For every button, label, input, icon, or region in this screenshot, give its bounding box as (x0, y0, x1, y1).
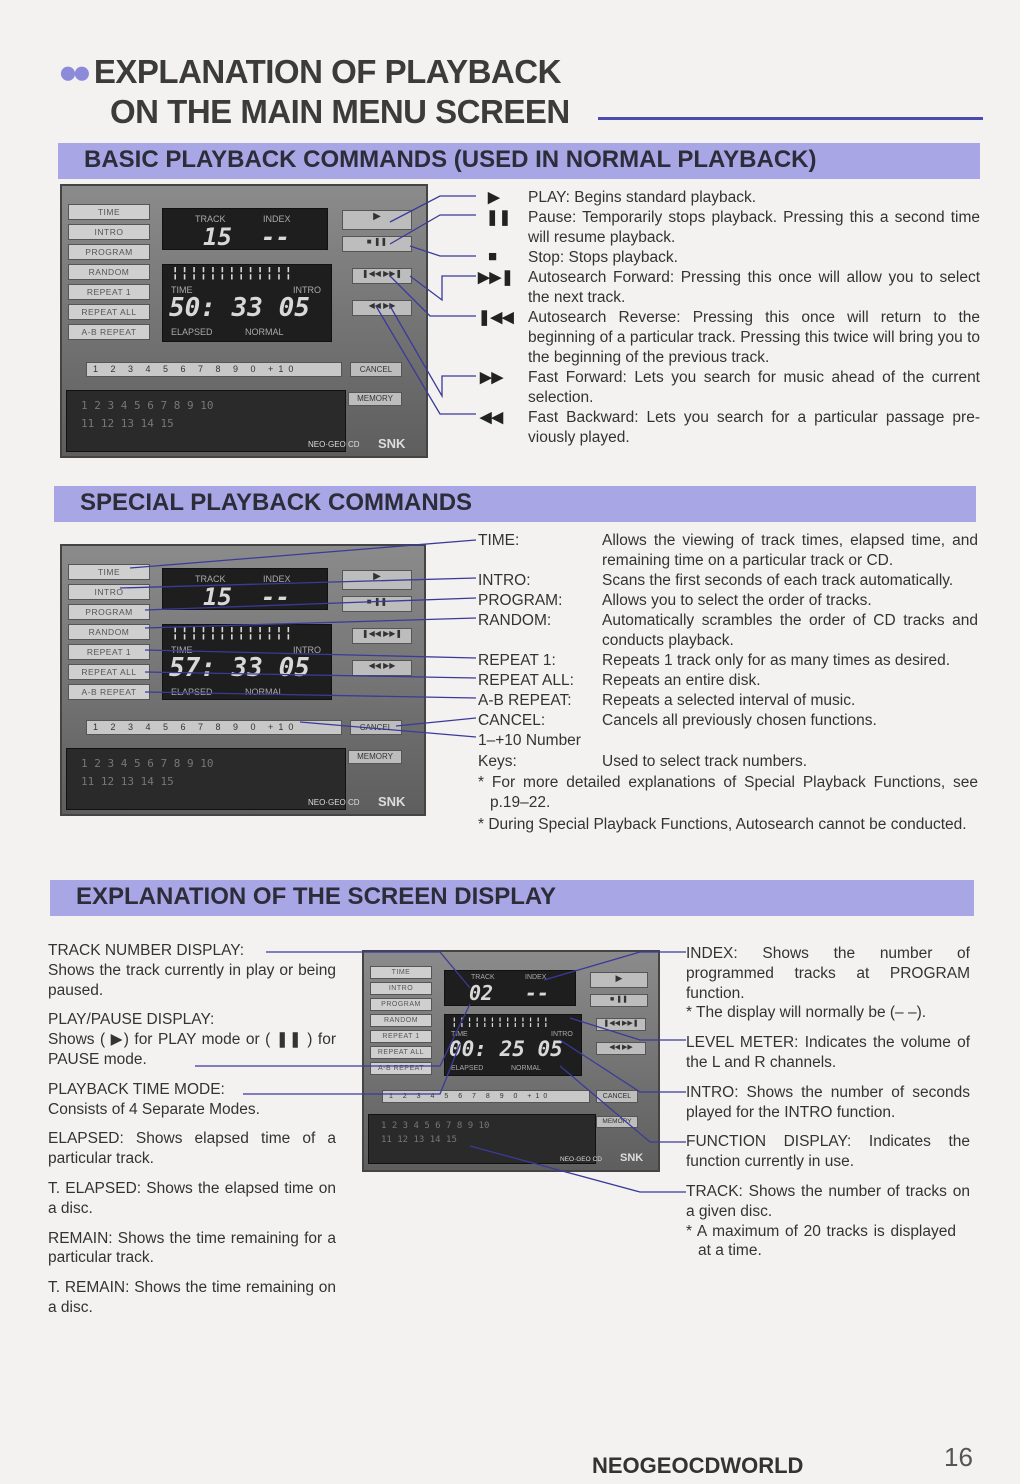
play-pause-display-title: PLAY/PAUSE DISPLAY: (48, 1011, 215, 1029)
play-icon: ▶ (488, 189, 500, 206)
title-bullets: ●● (58, 53, 86, 90)
stop-pause-button[interactable]: ■ ❚❚ (342, 596, 412, 612)
track-number: 15 (203, 583, 232, 611)
leader-line (145, 598, 476, 610)
number-keys[interactable]: 1 2 3 4 5 6 7 8 9 0 +10 (382, 1090, 590, 1103)
index-label: INDEX (263, 214, 291, 224)
special-text: Repeats an entire disk. (602, 672, 761, 689)
normal-label: NORMAL (511, 1065, 541, 1072)
special-text: Automatically scrambles the order of CD tracks and conducts playback. (602, 612, 978, 649)
intro-button[interactable]: INTRO (68, 584, 150, 600)
cancel-button[interactable]: CANCEL (596, 1090, 638, 1103)
repeat1-button[interactable]: REPEAT 1 (68, 284, 150, 300)
t-remain-text: T. REMAIN: Shows the time remaining on a disc. (48, 1279, 336, 1316)
program-button[interactable]: PROGRAM (68, 604, 150, 620)
time-label: TIME (171, 285, 193, 295)
elapsed-label: ELAPSED (171, 327, 213, 337)
index-number: -- (261, 583, 290, 611)
index-label: INDEX (263, 574, 291, 584)
special-label: PROGRAM: (478, 592, 563, 609)
level-meter: ¦¦¦¦¦¦¦¦¦¦¦¦¦ (171, 265, 294, 281)
special-text: Used to select track numbers. (602, 753, 808, 770)
leader-line (570, 1018, 686, 1040)
special-label: 1–+10 Number (478, 732, 581, 749)
basic-item-text: Fast Forward: Lets you search for music ahead of the current selection. (528, 369, 980, 406)
normal-label: NORMAL (245, 327, 284, 337)
leader-line (300, 722, 476, 737)
snk-logo: SNK (620, 1152, 644, 1164)
time-button[interactable]: TIME (68, 204, 150, 220)
t-elapsed-text: T. ELAPSED: Shows the elapsed time on a disc. (48, 1179, 336, 1217)
pause-icon: ❚❚ (486, 209, 512, 226)
track-text: TRACK: Shows the number of tracks on a given disc. (686, 1182, 970, 1220)
special-text: Allows you to select the order of tracks. (602, 592, 872, 609)
leader-line (390, 215, 476, 244)
cancel-button[interactable]: CANCEL (350, 362, 402, 377)
autosearch-buttons[interactable]: ❚◀◀ ▶▶❚ (352, 628, 412, 644)
time-readout: 00: 25 05 (449, 1037, 563, 1061)
normal-label: NORMAL (245, 687, 284, 697)
track-label: TRACK (195, 214, 226, 224)
autosearch-buttons[interactable]: ❚◀◀ ▶▶❚ (352, 268, 412, 284)
autosearch-buttons[interactable]: ❚◀◀ ▶▶❚ (596, 1018, 646, 1031)
track-label: TRACK (471, 974, 495, 981)
intro-label: INTRO (293, 645, 321, 655)
program-button[interactable]: PROGRAM (68, 244, 150, 260)
track-row-1: 1 2 3 4 5 6 7 8 9 10 (81, 399, 214, 412)
special-label: TIME: (478, 532, 520, 549)
level-meter: ¦¦¦¦¦¦¦¦¦¦¦¦¦ (451, 1015, 551, 1028)
title-line-2: ON THE MAIN MENU SCREEN (110, 93, 570, 130)
track-row-1: 1 2 3 4 5 6 7 8 9 10 (81, 757, 214, 770)
leader-line (145, 692, 476, 698)
special-text: Scans the first seconds of each track automatically. (602, 572, 954, 589)
autosearch-forward-icon: ▶▶❚ (478, 269, 514, 286)
special-label: CANCEL: (478, 712, 546, 729)
abrepeat-button[interactable]: A-B REPEAT (68, 324, 150, 340)
number-keys[interactable]: 1 2 3 4 5 6 7 8 9 0 +10 (86, 362, 342, 377)
time-button[interactable]: TIME (370, 966, 432, 979)
play-pause-display-text: Shows ( ▶) for PLAY mode or ( ❚❚ ) for PAUSE mode. (48, 1031, 336, 1068)
random-button[interactable]: RANDOM (370, 1014, 432, 1027)
memory-button[interactable]: MEMORY (348, 750, 402, 764)
snk-logo: SNK (378, 436, 406, 451)
special-note: * For more detailed explanations of Special Playback Functions, see p.19–22. (478, 774, 978, 811)
time-readout: 57: 33 05 (169, 653, 310, 683)
fast-search-buttons[interactable]: ◀◀ ▶▶ (352, 660, 412, 676)
repeatall-button[interactable]: REPEAT ALL (68, 304, 150, 320)
leader-line (390, 276, 476, 316)
leader-line (145, 650, 476, 658)
track-row-2: 11 12 13 14 15 (81, 775, 174, 788)
special-note: * During Special Playback Functions, Autosearch cannot be conducted. (478, 815, 967, 833)
intro-label: INTRO (293, 285, 321, 295)
play-button[interactable]: ▶ (342, 210, 412, 230)
repeat1-button[interactable]: REPEAT 1 (370, 1030, 432, 1043)
memory-button[interactable]: MEMORY (348, 392, 402, 406)
program-button[interactable]: PROGRAM (370, 998, 432, 1011)
special-label: REPEAT ALL: (478, 672, 574, 689)
brand-logo: NEO·GEO CD (308, 798, 360, 807)
leader-line (410, 246, 476, 256)
intro-text: INTRO: Shows the number of seconds played for the INTRO function. (686, 1083, 970, 1121)
abrepeat-button[interactable]: A-B REPEAT (370, 1062, 432, 1075)
page-number: 16 (944, 1442, 973, 1472)
leader-line (145, 672, 476, 678)
stop-pause-button[interactable]: ■ ❚❚ (590, 994, 648, 1007)
track-number-display-text: Shows the track currently in play or being paused. (48, 961, 336, 999)
leader-line (130, 540, 476, 568)
track-row-2: 11 12 13 14 15 (381, 1135, 457, 1145)
leader-line (120, 578, 476, 588)
basic-item-text: Stop: Stops playback. (528, 249, 678, 266)
leader-line (145, 618, 476, 628)
footer-site: NEOGEOCDWORLD (592, 1453, 804, 1478)
leader-line (560, 1066, 686, 1142)
leader-line (376, 306, 476, 414)
function-display-text: FUNCTION DISPLAY: Indicates the function currently in use. (686, 1133, 970, 1171)
fast-forward-icon: ▶▶ (480, 369, 504, 386)
leader-line (390, 196, 476, 222)
intro-button[interactable]: INTRO (370, 982, 432, 995)
stop-icon: ■ (488, 248, 498, 265)
fast-search-buttons[interactable]: ◀◀ ▶▶ (596, 1042, 646, 1055)
elapsed-label: ELAPSED (171, 687, 213, 697)
special-label: INTRO: (478, 572, 531, 589)
section-display-heading: EXPLANATION OF THE SCREEN DISPLAY (50, 880, 974, 916)
intro-button[interactable]: INTRO (68, 224, 150, 240)
basic-item-text: PLAY: Begins standard playback. (528, 189, 757, 206)
leader-line (266, 952, 470, 988)
basic-item-text: Autosearch Forward: Pressing this once will allow you to select the next track. (528, 269, 980, 306)
track-number: 02 (469, 981, 494, 1005)
track-note: * A maximum of 20 tracks is displayed at a time. (686, 1222, 956, 1260)
brand-logo: NEO·GEO CD (308, 440, 360, 449)
index-note: * The display will normally be (– –). (686, 1004, 927, 1022)
elapsed-text: ELAPSED: Shows elapsed time of a particular track. (48, 1130, 336, 1168)
special-text: Allows the viewing of track times, elapsed time, and remaining time on a particular track or CD. (602, 532, 978, 569)
repeatall-button[interactable]: REPEAT ALL (68, 664, 150, 680)
special-label: RANDOM: (478, 612, 552, 629)
leader-line (544, 952, 686, 980)
time-label: TIME (171, 645, 193, 655)
repeat1-button[interactable]: REPEAT 1 (68, 644, 150, 660)
playback-time-mode-title: PLAYBACK TIME MODE: (48, 1080, 225, 1098)
section-special-heading: SPECIAL PLAYBACK COMMANDS (54, 486, 976, 522)
time-label: TIME (451, 1031, 468, 1038)
elapsed-label: ELAPSED (451, 1065, 484, 1072)
special-label: REPEAT 1: (478, 652, 556, 669)
basic-item-text: Pause: Temporarily stops playback. Pressing this a second time will resume playback. (528, 209, 980, 246)
snk-logo: SNK (378, 794, 406, 809)
index-number: -- (525, 981, 550, 1005)
basic-item-text: Autosearch Reverse: Pressing this once will return to the beginning of a particular track. Pressing this twice will bring you to the beginning of the previous track. (528, 309, 980, 366)
fast-backward-icon: ◀◀ (480, 409, 504, 426)
track-number: 15 (203, 223, 232, 251)
repeatall-button[interactable]: REPEAT ALL (370, 1046, 432, 1059)
track-row-1: 1 2 3 4 5 6 7 8 9 10 (381, 1121, 490, 1131)
index-number: -- (261, 223, 290, 251)
special-label: A-B REPEAT: (478, 692, 572, 709)
abrepeat-button[interactable]: A-B REPEAT (68, 684, 150, 700)
special-text: Repeats a selected interval of music. (602, 692, 856, 709)
level-meter-text: LEVEL METER: Indicates the volume of the L and R channels. (686, 1034, 970, 1071)
track-label: TRACK (195, 574, 226, 584)
section-basic-heading: BASIC PLAYBACK COMMANDS (USED IN NORMAL PLAYBACK) (58, 143, 980, 179)
brand-logo: NEO·GEO CD (560, 1156, 602, 1163)
index-text: INDEX: Shows the number of programmed tracks at PROGRAM function. (686, 945, 970, 1002)
level-meter: ¦¦¦¦¦¦¦¦¦¦¦¦¦ (171, 625, 294, 641)
leader-line (195, 1004, 470, 1066)
leader-line (243, 1044, 460, 1094)
memory-button[interactable]: MEMORY (596, 1116, 638, 1128)
leader-line (560, 1040, 686, 1092)
basic-item-text: Fast Backward: Lets you search for a particular passage pre-viously played. (528, 409, 980, 446)
play-button[interactable]: ▶ (590, 972, 648, 988)
leader-line (410, 276, 476, 300)
leader-line (396, 718, 476, 726)
fast-search-buttons[interactable]: ◀◀ ▶▶ (352, 300, 412, 316)
random-button[interactable]: RANDOM (68, 624, 150, 640)
cancel-button[interactable]: CANCEL (350, 720, 402, 735)
intro-label: INTRO (551, 1031, 573, 1038)
title-line-1: EXPLANATION OF PLAYBACK (93, 53, 561, 90)
special-label: Keys: (478, 753, 517, 770)
playback-time-mode-text: Consists of 4 Separate Modes. (48, 1100, 260, 1118)
track-row-2: 11 12 13 14 15 (81, 417, 174, 430)
special-text: Cancels all previously chosen functions. (602, 712, 877, 729)
time-readout: 50: 33 05 (169, 293, 310, 323)
remain-text: REMAIN: Shows the time remaining for a particular track. (48, 1229, 336, 1267)
time-button[interactable]: TIME (68, 564, 150, 580)
track-number-display-title: TRACK NUMBER DISPLAY: (48, 942, 245, 959)
index-label: INDEX (525, 974, 547, 981)
stop-pause-button[interactable]: ■ ❚❚ (342, 236, 412, 252)
special-text: Repeats 1 track only for as many times as desired. (602, 652, 951, 669)
play-button[interactable]: ▶ (342, 570, 412, 590)
number-keys[interactable]: 1 2 3 4 5 6 7 8 9 0 +10 (86, 720, 342, 735)
autosearch-reverse-icon: ❚◀◀ (478, 309, 514, 326)
leader-line (470, 1146, 686, 1192)
random-button[interactable]: RANDOM (68, 264, 150, 280)
